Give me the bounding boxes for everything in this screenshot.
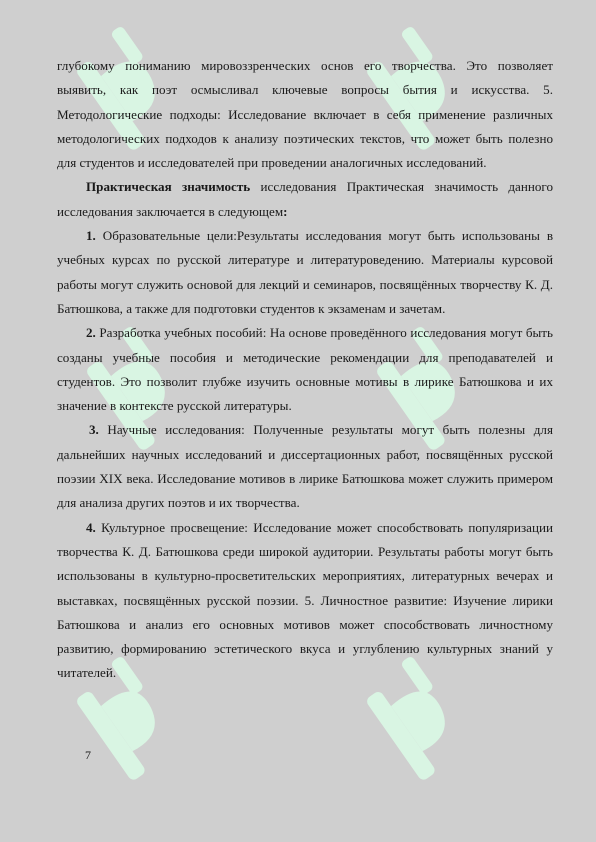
list-item	[57, 321, 553, 418]
paragraph	[57, 54, 553, 175]
body-text	[57, 54, 553, 686]
list-item-text: Разработка учебных пособий: На основе проведённого исследования могут быть созданы учебные пособия и методические рекомендации для преподавателей и студентов. Это позволит глубже изучить основные мотивы в лирике Батюшкова и их значение в контексте русской литературы.	[57, 325, 553, 414]
list-item	[57, 516, 553, 686]
list-number: 3.	[89, 422, 99, 438]
list-item	[57, 418, 553, 515]
list-item-text: Научные исследования: Полученные результаты могут быть полезны для дальнейших научных исследований и диссертационных работ, посвящённых русской поэзии XIX века. Исследование мотивов в лирике Батюшкова может служить примером для анализа других поэтов и их творчества.	[57, 422, 553, 511]
list-number: 4.	[86, 519, 96, 535]
list-number: 1.	[86, 228, 96, 244]
paragraph	[57, 175, 553, 224]
page-number: 7	[85, 748, 91, 762]
section-heading: Практическая значимость	[86, 179, 251, 195]
list-item	[57, 224, 553, 321]
paragraph-text: глубокому пониманию мировоззренческих основ его творчества. Это позволяет выявить, как поэт осмысливал ключевые вопросы бытия и искусства. 5. Методологические подходы: Исследование включает в себя применение различных методологических подходов к анализу поэтических текстов, что может быть полезно для студентов и исследователей при проведении аналогичных исследований.	[57, 58, 553, 171]
list-number: 2.	[86, 325, 96, 341]
list-item-text: Образовательные цели:Результаты исследования могут быть использованы в учебных курсах по русской литературе и литературоведению. Материалы курсовой работы могут служить основой для лекций и семинаров, посвящённых творчеству К. Д. Батюшкова, а также для подготовки студентов к экзаменам и зачетам.	[57, 228, 553, 316]
paragraph-text: исследования Практическая значимость данного исследования заключается в следующем	[57, 179, 553, 219]
paragraph-tail: :	[283, 203, 288, 219]
list-item-text: Культурное просвещение: Исследование может способствовать популяризации творчества К. Д. Батюшкова среди широкой аудитории. Результаты работы могут быть использованы в культурно-просветительских мероприятиях, литературных вечерах и выставках, посвящённых русской поэзии. 5. Личностное развитие: Изучение лирики Батюшкова и анализ его основных мотивов может способствовать личностному развитию, формированию эстетического вкуса и углублению культурных знаний у читателей.	[57, 519, 553, 681]
